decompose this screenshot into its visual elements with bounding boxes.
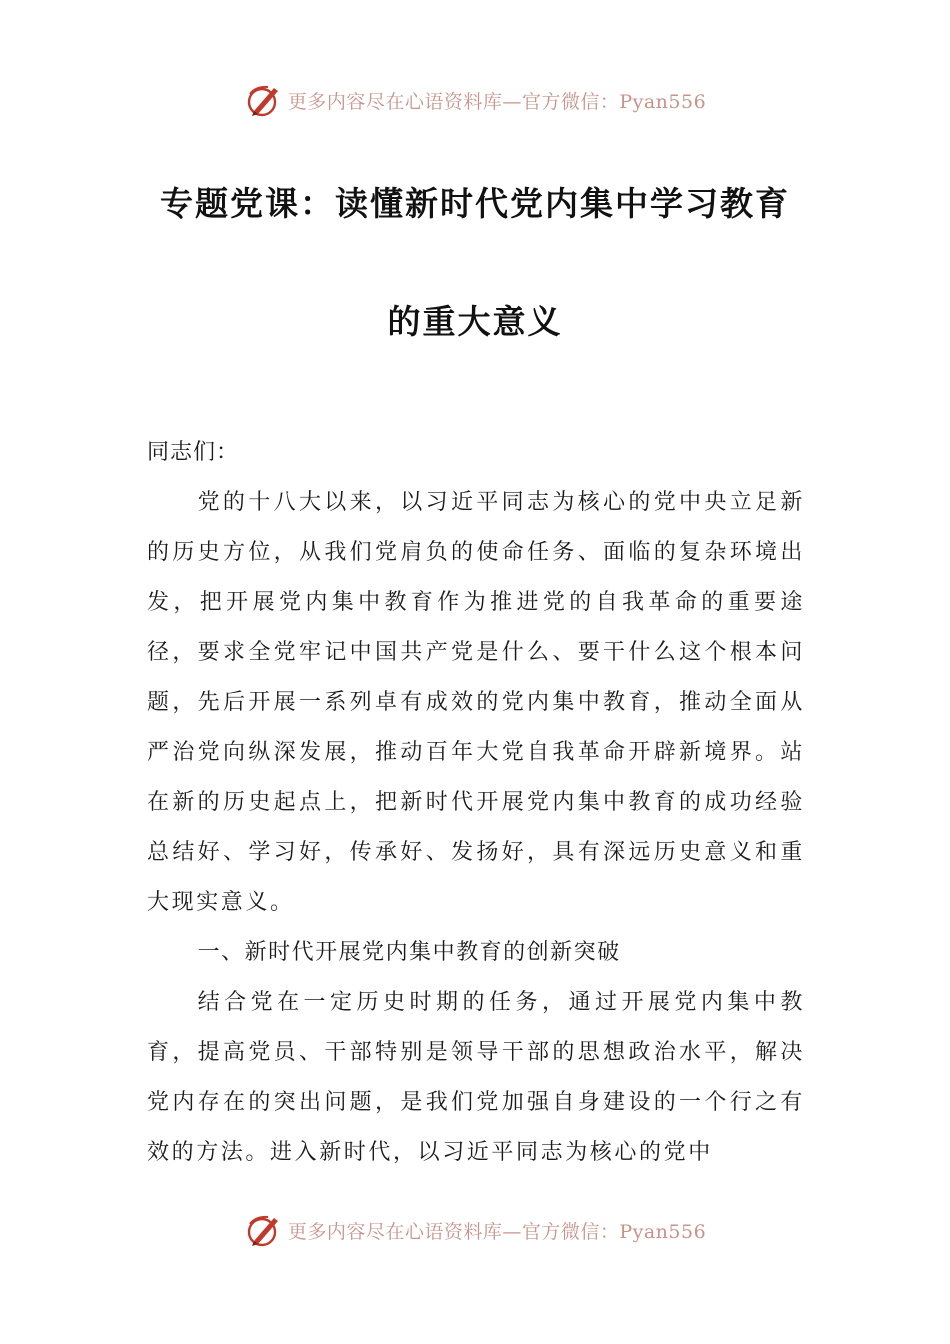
pen-logo-icon [244, 80, 284, 120]
document-title-line2: 的重大意义 [387, 302, 563, 341]
document-body [147, 428, 805, 1178]
paragraph-2: 结合党在一定历史时期的任务，通过开展党内集中教育，提高党员、干部特别是领导干部的思想政治水平，解决党内存在的突出问题，是我们党加强自身建设的一个行之有效的方法。进入新时代，以习近平同志为核心的党中 [147, 990, 805, 1165]
watermark-text-top: 更多内容尽在心语资料库—官方微信：Pyan556 [287, 90, 707, 113]
watermark-banner-top [0, 78, 950, 122]
document-title-line1: 专题党课：读懂新时代党内集中学习教育 [160, 184, 790, 223]
paragraph-1: 党的十八大以来，以习近平同志为核心的党中央立足新的历史方位，从我们党肩负的使命任务、面临的复杂环境出发，把开展党内集中教育作为推进党的自我革命的重要途径，要求全党牢记中国共产党是什么、要干什么这个根本问题，先后开展一系列卓有成效的党内集中教育，推动全面从严治党向纵深发展，推动百年大党自我革命开辟新境界。站在新的历史起点上，把新时代开展党内集中教育的成功经验总结好、学习好，传承好、发扬好，具有深远历史意义和重大现实意义。 [147, 490, 805, 915]
greeting: 同志们： [147, 440, 240, 465]
watermark-text-bottom: 更多内容尽在心语资料库—官方微信：Pyan556 [287, 1220, 707, 1243]
pen-logo-icon [244, 1210, 284, 1250]
watermark-banner-bottom [0, 1208, 950, 1252]
section-heading-1: 一、新时代开展党内集中教育的创新突破 [197, 940, 621, 965]
